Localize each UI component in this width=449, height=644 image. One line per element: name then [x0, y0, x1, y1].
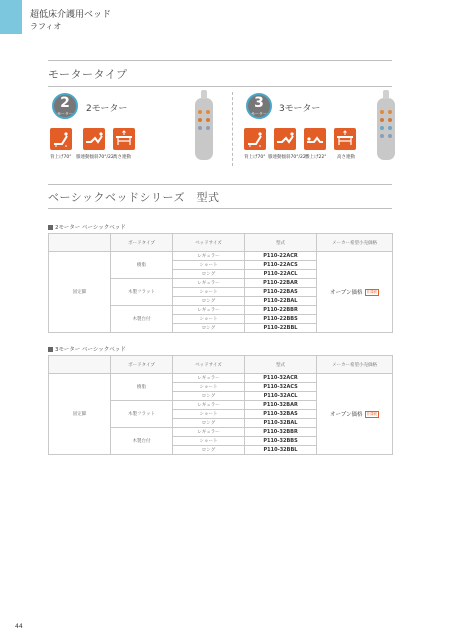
back-raise-icon [50, 128, 72, 150]
motor-section-heading: モータータイプ [48, 68, 128, 81]
motor2-func-label-2: 膝連動傾斜70°/22° [76, 155, 116, 160]
table-header: 型式 [245, 234, 317, 252]
motor-section-rule-bottom [48, 86, 392, 87]
size-cell: ロング [173, 324, 245, 333]
motor3-func-label-4: 高さ連動 [337, 155, 355, 160]
size-cell: ロング [173, 392, 245, 401]
table2-caption: 2モーター ベーシックベッド [48, 223, 126, 231]
motor2-func-label-3: 高さ連動 [113, 155, 131, 160]
board-type-cell: 樹脂 [111, 374, 173, 401]
model-cell: P110-22BAS [245, 288, 317, 297]
table-header: ベッドサイズ [173, 234, 245, 252]
model-cell: P110-22BBS [245, 315, 317, 324]
price-cell: オープン価格 非課税 [317, 252, 393, 333]
motor3-badge: 3 モーター [246, 93, 272, 119]
model-cell: P110-22ACL [245, 270, 317, 279]
board-type-cell: 木製フラット [111, 401, 173, 428]
spec-table-2motor [48, 233, 393, 333]
size-cell: ロング [173, 270, 245, 279]
model-cell: P110-32BBL [245, 446, 317, 455]
size-cell: ショート [173, 437, 245, 446]
size-cell: レギュラー [173, 428, 245, 437]
leg-type-cell: 固定脚 [49, 252, 111, 333]
spec-table-3motor [48, 355, 393, 455]
motor3-label: 3モーター [279, 104, 321, 114]
knee-link-icon [274, 128, 296, 150]
model-cell: P110-32BBS [245, 437, 317, 446]
motor2-remote-control [195, 98, 213, 160]
size-cell: ロング [173, 419, 245, 428]
tax-exempt-badge: 非課税 [366, 290, 377, 294]
section-color-tab [0, 0, 22, 34]
motor-divider [232, 92, 233, 166]
model-cell: P110-32BAS [245, 410, 317, 419]
motor3-func-label-1: 背上げ70° [244, 155, 266, 160]
board-type-cell: 木製台付 [111, 306, 173, 333]
board-type-cell: 樹脂 [111, 252, 173, 279]
tax-exempt-badge: 非課税 [366, 412, 377, 416]
motor3-remote-control [377, 98, 395, 160]
size-cell: ロング [173, 297, 245, 306]
model-cell: P110-32BAR [245, 401, 317, 410]
motor2-func-label-1: 背上げ70° [50, 155, 72, 160]
model-cell: P110-32BBR [245, 428, 317, 437]
table-header: ベッドサイズ [173, 356, 245, 374]
page-title: 超低床介護用ベッド [30, 10, 112, 20]
board-type-cell: 木製フラット [111, 279, 173, 306]
model-cell: P110-32ACS [245, 383, 317, 392]
basic-section-rule-bottom [48, 208, 392, 209]
size-cell: ショート [173, 288, 245, 297]
model-cell: P110-22ACS [245, 261, 317, 270]
motor2-badge: 2 モーター [52, 93, 78, 119]
product-name: ラフィオ [30, 22, 62, 31]
model-cell: P110-22BAL [245, 297, 317, 306]
table-header: 型式 [245, 356, 317, 374]
table-header: メーカー希望小売価格 [317, 356, 393, 374]
size-cell: レギュラー [173, 306, 245, 315]
basic-section-rule [48, 184, 392, 185]
table-header: ボードタイプ [111, 234, 173, 252]
price-cell: オープン価格 非課税 [317, 374, 393, 455]
model-cell: P110-22BBR [245, 306, 317, 315]
model-cell: P110-22BAR [245, 279, 317, 288]
knee-link-icon [83, 128, 105, 150]
page-number: 44 [15, 623, 23, 630]
bullet-square-icon [48, 225, 53, 230]
height-adjust-icon [113, 128, 135, 150]
size-cell: レギュラー [173, 401, 245, 410]
table-header: メーカー希望小売価格 [317, 234, 393, 252]
size-cell: レギュラー [173, 252, 245, 261]
table-header-empty [49, 356, 111, 374]
size-cell: ショート [173, 383, 245, 392]
size-cell: ショート [173, 315, 245, 324]
model-cell: P110-22ACR [245, 252, 317, 261]
motor-section-rule [48, 60, 392, 61]
bullet-square-icon [48, 347, 53, 352]
model-cell: P110-22BBL [245, 324, 317, 333]
motor3-func-label-3: 膝上げ22° [305, 155, 327, 160]
table-header: ボードタイプ [111, 356, 173, 374]
table-header-empty [49, 234, 111, 252]
knee-raise-icon [304, 128, 326, 150]
basic-section-heading: ベーシックベッドシリーズ 型式 [48, 191, 220, 204]
size-cell: ショート [173, 261, 245, 270]
leg-type-cell: 固定脚 [49, 374, 111, 455]
height-adjust-icon [334, 128, 356, 150]
model-cell: P110-32BAL [245, 419, 317, 428]
table-row [49, 252, 393, 261]
table3-caption: 3モーター ベーシックベッド [48, 345, 126, 353]
motor2-label: 2モーター [86, 104, 128, 114]
size-cell: レギュラー [173, 374, 245, 383]
size-cell: ショート [173, 410, 245, 419]
model-cell: P110-32ACR [245, 374, 317, 383]
board-type-cell: 木製台付 [111, 428, 173, 455]
size-cell: レギュラー [173, 279, 245, 288]
model-cell: P110-32ACL [245, 392, 317, 401]
size-cell: ロング [173, 446, 245, 455]
table-row [49, 374, 393, 383]
back-raise-icon [244, 128, 266, 150]
motor3-func-label-2: 膝連動傾斜70°/22° [268, 155, 308, 160]
